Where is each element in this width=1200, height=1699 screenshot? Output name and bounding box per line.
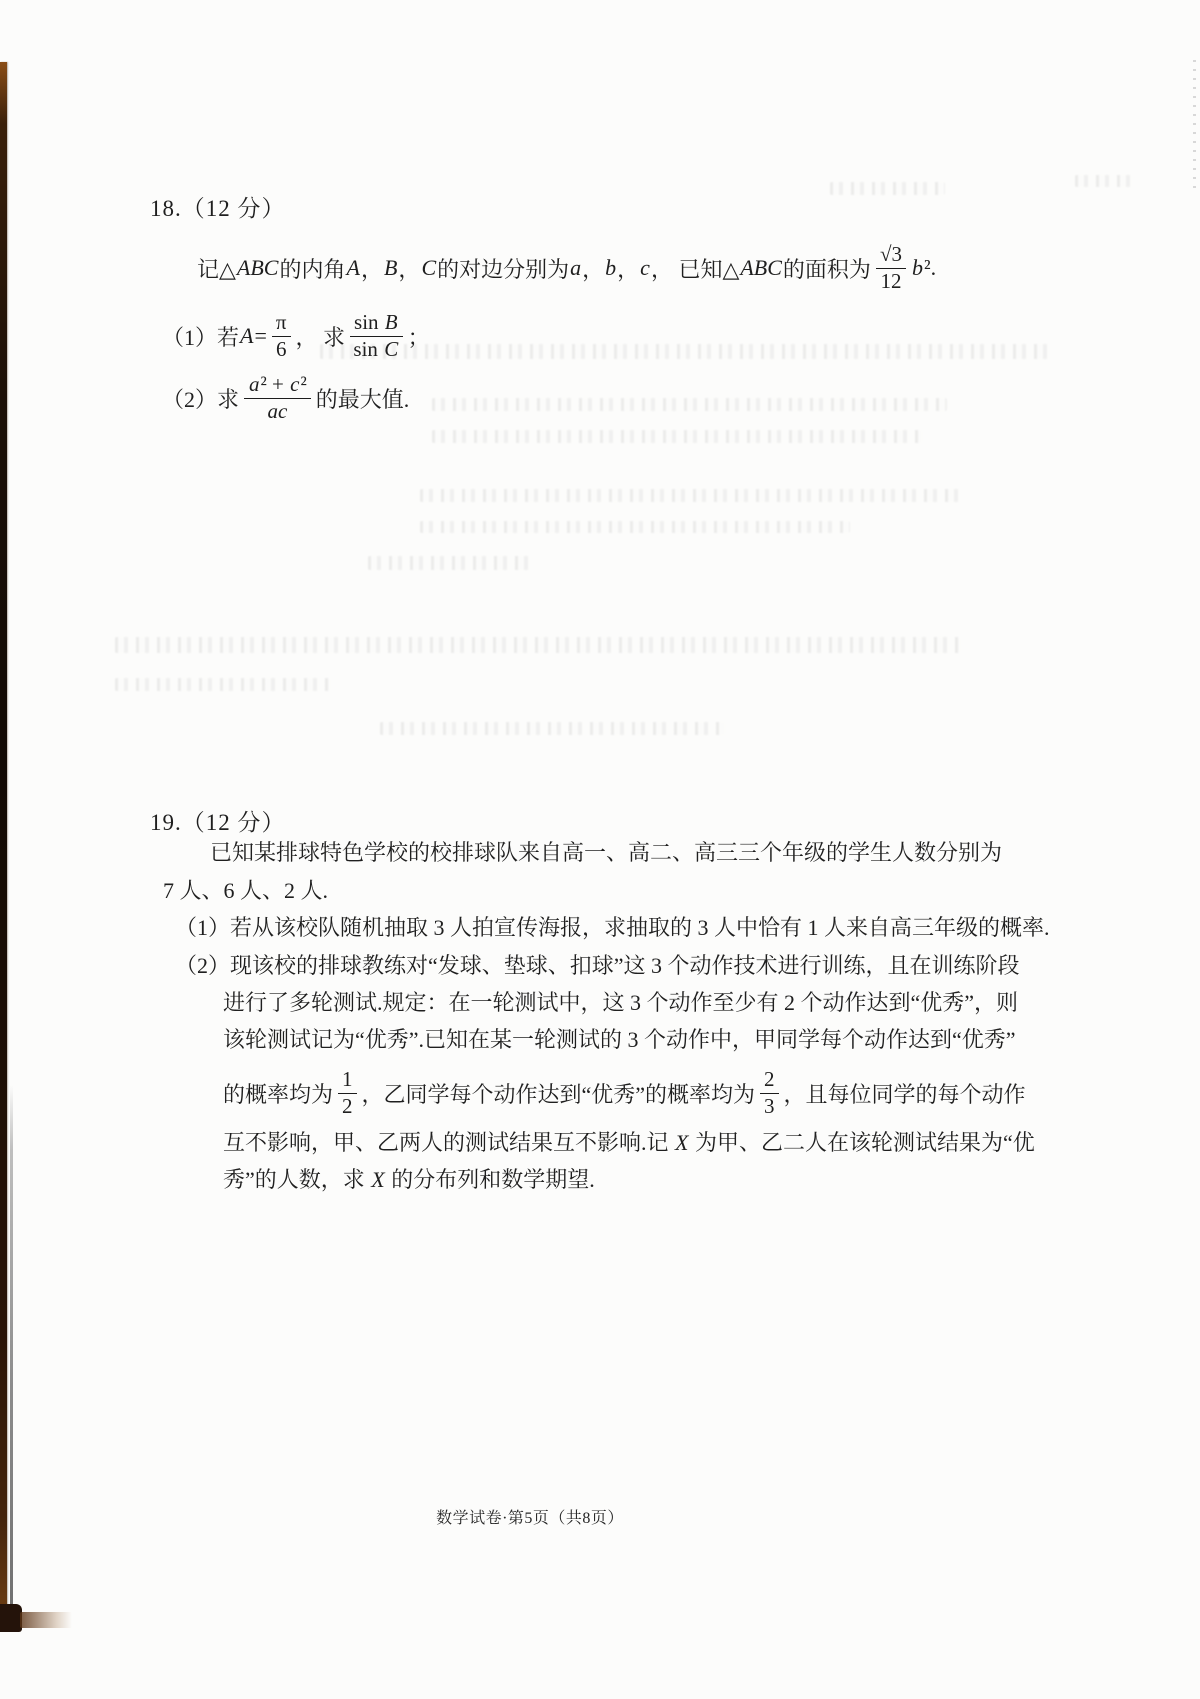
fraction-numerator xyxy=(272,311,291,337)
text-run: ， 已知△ xyxy=(650,256,740,282)
text-run: ² xyxy=(300,371,307,396)
text-run: 的内角 xyxy=(279,256,346,282)
text-run: ，且每位同学的每个动作 xyxy=(783,1081,1026,1107)
fraction-numerator xyxy=(244,373,311,399)
text-run: （2）求 xyxy=(162,386,240,412)
fraction xyxy=(350,311,403,361)
text-run: 6 xyxy=(275,336,287,361)
problem-19-intro-line-1: 已知某排球特色学校的校排球队来自高一、高二、高三三个年级的学生人数分别为 xyxy=(210,840,1003,865)
math-variable: C xyxy=(384,336,399,361)
text-run: 的对边分别为 xyxy=(437,256,570,282)
text-run: 2 xyxy=(342,1093,353,1118)
math-variable: b xyxy=(605,255,617,280)
problem-19-intro-line-2: 7 人、6 人、2 人. xyxy=(163,878,329,903)
ghost-text-artifact xyxy=(432,430,922,443)
problem-19-part-2-line-5 xyxy=(223,1128,1035,1158)
fraction xyxy=(876,243,906,293)
ghost-text-artifact xyxy=(115,637,960,653)
text-run: ². xyxy=(923,255,937,280)
math-variable: A xyxy=(240,323,254,348)
spine-bottom-smear-artifact xyxy=(20,1612,72,1628)
math-variable: a xyxy=(249,371,260,396)
text-run: π xyxy=(275,309,287,334)
text-run: 的最大值. xyxy=(315,386,410,412)
footer-page-label: 数学试卷·第5页（共8页） xyxy=(436,1510,624,1527)
math-variable: ABC xyxy=(236,255,279,280)
fraction-denominator xyxy=(266,399,288,424)
text-run: 的分布列和数学期望. xyxy=(385,1167,595,1192)
fraction-numerator xyxy=(760,1068,779,1094)
text-run: ， xyxy=(398,256,421,282)
text-run: 互不影响，甲、乙两人的测试结果互不影响.记 xyxy=(223,1130,675,1155)
text-run: ，乙同学每个动作达到“优秀”的概率均为 xyxy=(361,1081,756,1107)
text-run: 12 xyxy=(880,268,902,293)
text-run: 3 xyxy=(764,1093,775,1118)
ghost-text-artifact xyxy=(420,489,960,502)
book-spine-artifact xyxy=(0,62,7,1614)
text-run: ， xyxy=(617,256,640,282)
text-run: 为甲、乙二人在该轮测试结果为“优 xyxy=(689,1130,1035,1155)
problem-18-part-2-line xyxy=(162,366,409,430)
spine-bottom-blot-artifact xyxy=(0,1604,22,1632)
text-run: ； xyxy=(407,324,430,350)
text-run: sin xyxy=(354,309,384,334)
math-variable: c xyxy=(640,255,650,280)
fraction-denominator xyxy=(276,337,287,362)
ghost-text-artifact xyxy=(830,182,945,195)
problem-19-part-2-line-1: （2）现该校的排球教练对“发球、垫球、扣球”这 3 个动作技术进行训练，且在训练阶段 xyxy=(175,953,1020,978)
text-run: ， xyxy=(360,256,383,282)
problem-18-number: 18.（12 分） xyxy=(150,196,286,221)
math-variable: ABC xyxy=(740,255,782,280)
text-run: sin xyxy=(353,336,384,361)
ghost-text-artifact xyxy=(368,556,533,570)
text-run: 秀”的人数，求 xyxy=(223,1167,371,1192)
problem-19-part-2-line-2: 进行了多轮测试.规定：在一轮测试中，这 3 个动作至少有 2 个动作达到“优秀”，则 xyxy=(223,990,1019,1015)
text-run: 的面积为 xyxy=(782,256,871,282)
problem-19-number: 19.（12 分） xyxy=(150,810,286,835)
text-run: = xyxy=(254,323,267,348)
text-run: 2 xyxy=(764,1066,775,1091)
math-variable: C xyxy=(421,255,437,280)
fraction xyxy=(244,373,311,423)
fraction xyxy=(760,1068,779,1118)
problem-18-part-1-line xyxy=(162,307,430,365)
problem-19-part-1-line: （1）若从该校队随机抽取 3 人拍宣传海报，求抽取的 3 人中恰有 1 人来自高三年级的概率. xyxy=(175,915,1050,940)
fraction-denominator xyxy=(342,1094,353,1119)
text-run: （1）若 xyxy=(162,324,240,350)
spine-gray-line-artifact xyxy=(10,1085,13,1622)
math-variable: B xyxy=(384,309,398,334)
text-run: ， 求 xyxy=(295,324,346,350)
fraction xyxy=(272,311,291,361)
ghost-text-artifact xyxy=(420,521,850,533)
fraction xyxy=(338,1068,357,1118)
math-variable: ac xyxy=(267,398,288,423)
fraction-denominator xyxy=(880,269,901,294)
ghost-text-artifact xyxy=(432,398,947,411)
text-run: 的概率均为 xyxy=(223,1081,334,1107)
math-variable: a xyxy=(570,255,582,280)
math-variable: A xyxy=(346,255,360,280)
page-edge-specks xyxy=(1193,60,1196,190)
fraction-denominator xyxy=(764,1094,775,1119)
text-run: ² + xyxy=(260,371,290,396)
fraction-numerator xyxy=(350,311,403,337)
math-variable: B xyxy=(383,255,398,280)
math-variable: b xyxy=(911,255,923,280)
ghost-text-artifact xyxy=(380,722,725,735)
text-run: ， xyxy=(582,256,605,282)
ghost-text-artifact xyxy=(1075,175,1135,187)
problem-18-intro-line xyxy=(197,239,936,297)
math-variable: c xyxy=(290,371,300,396)
text-run: 1 xyxy=(342,1066,353,1091)
math-variable: X xyxy=(371,1167,385,1192)
fraction-numerator xyxy=(876,243,906,269)
fraction-denominator xyxy=(353,337,399,362)
fraction-numerator xyxy=(338,1068,357,1094)
ghost-text-artifact xyxy=(115,678,330,691)
problem-19-part-2-line-3: 该轮测试记为“优秀”.已知在某一轮测试的 3 个动作中，甲同学每个动作达到“优秀” xyxy=(223,1027,1016,1052)
problem-19-part-2-line-4 xyxy=(223,1064,1026,1122)
math-variable: X xyxy=(675,1130,689,1155)
text-run: √3 xyxy=(879,241,902,266)
problem-19-part-2-line-6 xyxy=(223,1165,595,1195)
text-run: 记△ xyxy=(197,256,236,282)
